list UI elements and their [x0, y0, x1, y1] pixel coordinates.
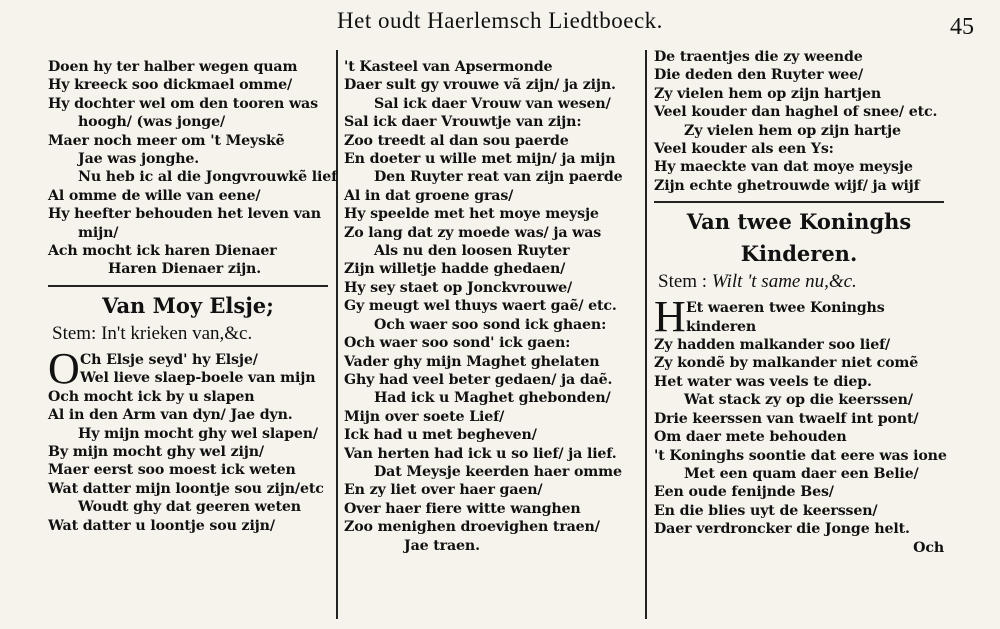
verse-line: Hy sey staet op Jonckvrouwe/ — [344, 279, 573, 296]
verse-line: Gy meugt wel thuys waert gaẽ/ etc. — [344, 298, 617, 315]
verse-line: De traentjes die zy weende — [654, 49, 863, 65]
verse-line: Daer verdroncker die Jonge helt. — [654, 521, 910, 538]
tune-indication — [658, 271, 944, 293]
running-header: Het oudt Haerlemsch Liedtboeck. — [337, 8, 663, 33]
verse-line: Och mocht ick by u slapen — [48, 388, 255, 405]
song-title: Van twee Koninghs — [686, 209, 912, 235]
verse-line: Ch Elsje seyd' hy Elsje/ — [80, 351, 258, 368]
verse-line: Wel lieve slaep-boele van mijn — [80, 370, 316, 387]
verse-line: Om daer mete behouden — [654, 429, 847, 446]
verse-line: Een oude fenijnde Bes/ — [654, 484, 834, 501]
verse-line: En die blies uyt de keerssen/ — [654, 502, 878, 519]
verse-line: Woudt ghy dat geeren weten — [78, 499, 301, 516]
verse-line: By mijn mocht ghy wel zijn/ — [48, 443, 264, 460]
column-left — [48, 58, 338, 535]
verse-line: Vader ghy mijn Maghet ghelaten — [344, 353, 600, 370]
verse-line: mijn/ — [78, 224, 119, 241]
verse-line: Doen hy ter halber wegen quam — [48, 59, 298, 75]
verse-line: Met een quam daer een Belie/ — [684, 465, 919, 482]
verse-line: Over haer fiere witte wanghen — [344, 500, 581, 517]
verse-line: Van herten had ick u so lief/ ja lief. — [344, 445, 617, 462]
verse-line: Zy hadden malkander soo lief/ — [654, 337, 891, 354]
verse-line: Hy dochter wel om den tooren was — [48, 95, 318, 112]
verse-line: Zy vielen hem op zijn hartjen — [654, 85, 881, 102]
verse-line: Had ick u Maghet ghebonden/ — [374, 390, 611, 407]
verse-line: Mijn over soete Lief/ — [344, 408, 505, 425]
verse-line: Zy kondẽ by malkander niet comẽ — [654, 355, 919, 372]
verse-line: Al in dat groene gras/ — [344, 187, 514, 204]
tune-name: Wilt 't same nu,&c. — [711, 271, 857, 293]
verse-line: En zy liet over haer gaen/ — [344, 482, 543, 499]
song-opening — [654, 292, 944, 342]
verse-line: Als nu den loosen Ruyter — [374, 243, 570, 260]
verse-line: 't Kasteel van Apsermonde — [344, 59, 553, 75]
verse-line: Hy mijn mocht ghy wel slapen/ — [78, 425, 318, 442]
column-divider — [336, 50, 338, 619]
verse-line: Jae was jonghe. — [78, 151, 200, 168]
verse-line: Hy heefter behouden het leven van — [48, 206, 321, 223]
verse-line: En doeter u wille met mijn/ ja mijn — [344, 151, 616, 168]
drop-cap: H — [654, 292, 686, 342]
verse-line: Zijn willetje hadde ghedaen/ — [344, 261, 566, 278]
song-opening — [48, 343, 328, 393]
verse-line: Hy speelde met het moye meysje — [344, 206, 599, 223]
catchword: Och — [913, 539, 944, 556]
song-title-continued: Kinderen. — [740, 241, 858, 267]
drop-cap: O — [48, 343, 80, 393]
column-right — [654, 48, 947, 557]
verse-line: hoogh/ (was jonge/ — [78, 114, 225, 131]
verse-line: Ghy had veel beter gedaen/ ja daẽ. — [344, 371, 613, 388]
section-rule — [654, 201, 944, 203]
verse-line: Ach mocht ick haren Dienaer — [48, 243, 277, 260]
column-divider — [645, 50, 647, 619]
verse-line: Al in den Arm van dyn/ Jae dyn. — [48, 407, 293, 424]
verse-line: kinderen — [686, 318, 757, 335]
verse-line: Zoo menighen droevighen traen/ — [344, 519, 600, 536]
verse-line: Ick had u met begheven/ — [344, 427, 537, 444]
verse-line: Zy vielen hem op zijn hartje — [684, 122, 901, 139]
verse-line: Wat datter mijn loontje sou zijn/etc — [48, 480, 324, 497]
verse-line: Dat Meysje keerden haer omme — [374, 463, 622, 480]
verse-line: Maer noch meer om 't Meyskẽ — [48, 132, 285, 149]
verse-line: Daer sult gy vrouwe vã zijn/ ja zijn. — [344, 77, 616, 94]
tune-indication: Stem: In't krieken van,&c. — [52, 322, 253, 344]
verse-line: Die deden den Ruyter wee/ — [654, 67, 864, 84]
verse-line: Hy maeckte van dat moye meysje — [654, 159, 913, 176]
verse-line: Hy kreeck soo dickmael omme/ — [48, 77, 293, 94]
verse-line: Veel kouder dan haghel of snee/ etc. — [654, 104, 938, 121]
verse-line: 't Koninghs soontie dat eere was ione — [654, 447, 947, 464]
verse-line: Och waer soo sond' ick gaen: — [344, 335, 571, 352]
verse-line: Maer eerst soo moest ick weten — [48, 462, 296, 479]
verse-line: Drie keerssen van twaelf int pont/ — [654, 410, 919, 427]
verse-line: Jae traen. — [404, 537, 480, 554]
verse-line: Veel kouder als een Ys: — [654, 141, 834, 158]
tune-label: Stem : — [658, 271, 712, 293]
verse-line: Zoo treedt al dan sou paerde — [344, 132, 569, 149]
verse-line: Sal ick daer Vrouw van wesen/ — [374, 95, 611, 112]
verse-line: Och waer soo sond ick ghaen: — [374, 316, 607, 333]
verse-line: Het water was veels te diep. — [654, 373, 872, 390]
verse-line: Zijn echte ghetrouwde wijf/ ja wijf — [654, 177, 920, 194]
section-rule — [48, 285, 328, 287]
verse-line: Wat datter u loontje sou zijn/ — [48, 517, 275, 534]
song-title: Van Moy Elsje; — [102, 292, 274, 318]
verse-line: Sal ick daer Vrouwtje van zijn: — [344, 114, 582, 131]
verse-line: Al omme de wille van eene/ — [48, 187, 261, 204]
verse-line: Zo lang dat zy moede was/ ja was — [344, 224, 602, 241]
verse-line: Wat stack zy op die keerssen/ — [684, 392, 913, 409]
verse-line: Et waeren twee Koninghs — [686, 300, 885, 317]
verse-line: Nu heb ic al die Jongvrouwkẽ lief — [78, 169, 338, 186]
verse-line: Den Ruyter reat van zijn paerde — [374, 169, 623, 186]
page-number: 45 — [950, 14, 974, 40]
verse-line: Haren Dienaer zijn. — [108, 261, 262, 278]
column-middle — [344, 58, 636, 555]
